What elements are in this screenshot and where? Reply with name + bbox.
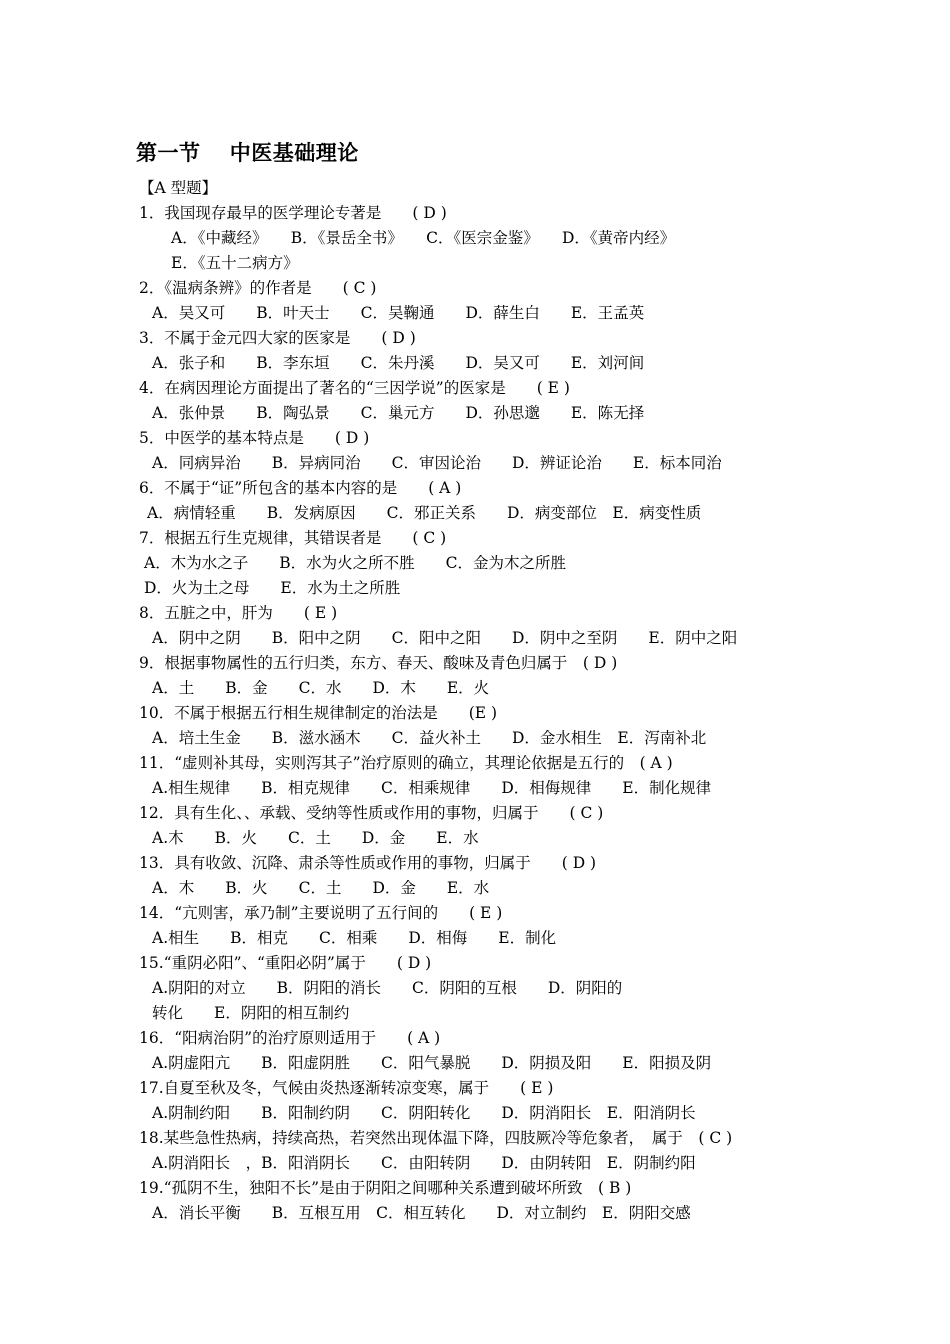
section-title: 第一节 中医基础理论	[136, 140, 359, 165]
question-1-options: A．《中藏经》 B．《景岳全书》 C．《医宗金鉴》 D．《黄帝内经》	[171, 229, 676, 247]
question-7: 7．根据五行生克规律，其错误者是 ( C )	[139, 529, 447, 547]
question-18-options: A.阴消阳长 ，B．阳消阴长 C．由阳转阴 D．由阴转阳 E．阴制约阳	[152, 1154, 696, 1172]
question-16-options: A.阴虚阳亢 B．阳虚阴胜 C．阳气暴脱 D．阴损及阳 E．阳损及阴	[152, 1054, 712, 1072]
question-4-options: A．张仲景 B．陶弘景 C．巢元方 D．孙思邈 E．陈无择	[152, 404, 645, 422]
question-17-options: A.阴制约阳 B．阳制约阴 C．阴阳转化 D．阴消阳长 E．阳消阴长	[152, 1104, 696, 1122]
question-11-options: A.相生规律 B．相克规律 C．相乘规律 D．相侮规律 E．制化规律	[152, 779, 712, 797]
question-16: 16．“阳病治阴”的治疗原则适用于 ( A )	[139, 1029, 441, 1047]
question-2-options: A．吴又可 B．叶天士 C．吴鞠通 D．薛生白 E．王孟英	[152, 304, 645, 322]
question-3-options: A．张子和 B．李东垣 C．朱丹溪 D．吴又可 E．刘河间	[152, 354, 645, 372]
question-13-options: A．木 B．火 C．土 D．金 E．水	[152, 879, 490, 897]
question-8: 8．五脏之中，肝为 ( E )	[139, 604, 338, 622]
question-10: 10．不属于根据五行相生规律制定的治法是 (E )	[139, 704, 498, 722]
question-7-options: A．木为水之子 B．水为火之所不胜 C．金为木之所胜	[144, 554, 566, 572]
question-6-options: A．病情轻重 B．发病原因 C．邪正关系 D．病变部位 E．病变性质	[147, 504, 702, 522]
question-type-header: 【A 型题】	[139, 179, 218, 197]
question-6: 6．不属于“证”所包含的基本内容的是 ( A )	[139, 479, 462, 497]
question-12: 12．具有生化、、承载、受纳等性质或作用的事物，归属于 ( C )	[139, 804, 604, 822]
question-13: 13．具有收敛、沉降、肃杀等性质或作用的事物，归属于 ( D )	[139, 854, 597, 872]
question-11: 11．“虚则补其母，实则泻其子”治疗原则的确立，其理论依据是五行的 ( A )	[139, 754, 673, 772]
question-9: 9．根据事物属性的五行归类，东方、春天、酸味及青色归属于 ( D )	[139, 654, 618, 672]
question-14-options: A.相生 B．相克 C．相乘 D．相侮 E．制化	[152, 929, 557, 947]
question-2: 2．《温病条辨》的作者是 ( C )	[139, 279, 377, 297]
question-5-options: A．同病异治 B．异病同治 C．审因论治 D．辨证论治 E．标本同治	[152, 454, 722, 472]
question-4: 4．在病因理论方面提出了著名的“三因学说”的医家是 ( E )	[139, 379, 570, 397]
question-1-options-cont: E．《五十二病方》	[171, 254, 299, 272]
question-19-options: A．消长平衡 B．互根互用 C．相互转化 D．对立制约 E．阴阳交感	[152, 1204, 691, 1222]
question-14: 14．“亢则害，承乃制”主要说明了五行间的 ( E )	[139, 904, 503, 922]
question-10-options: A．培土生金 B．滋水涵木 C．益火补土 D．金水相生 E．泻南补北	[152, 729, 707, 747]
question-3: 3．不属于金元四大家的医家是 ( D )	[139, 329, 416, 347]
question-18: 18.某些急性热病，持续高热，若突然出现体温下降，四肢厥冷等危象者， 属于 ( C )	[139, 1129, 733, 1147]
question-1: 1．我国现存最早的医学理论专著是 ( D )	[139, 204, 447, 222]
question-15-options-cont: 转化 E．阴阳的相互制约	[152, 1004, 350, 1022]
question-9-options: A．土 B．金 C．水 D．木 E．火	[152, 679, 490, 697]
question-5: 5．中医学的基本特点是 ( D )	[139, 429, 370, 447]
question-15-options: A.阴阳的对立 B．阴阳的消长 C．阴阳的互根 D．阴阳的	[152, 979, 623, 997]
question-17: 17.自夏至秋及冬，气候由炎热逐渐转凉变寒，属于 ( E )	[139, 1079, 554, 1097]
question-8-options: A．阴中之阴 B．阳中之阴 C．阳中之阳 D．阴中之至阴 E．阴中之阳	[152, 629, 738, 647]
question-7-options-cont: D．火为土之母 E．水为土之所胜	[144, 579, 401, 597]
question-19: 19.“孤阴不生，独阳不长”是由于阴阳之间哪种关系遭到破坏所致 ( B )	[139, 1179, 632, 1197]
question-12-options: A.木 B．火 C．土 D．金 E．水	[152, 829, 479, 847]
question-15: 15.“重阴必阳”、“重阳必阴”属于 ( D )	[139, 954, 432, 972]
